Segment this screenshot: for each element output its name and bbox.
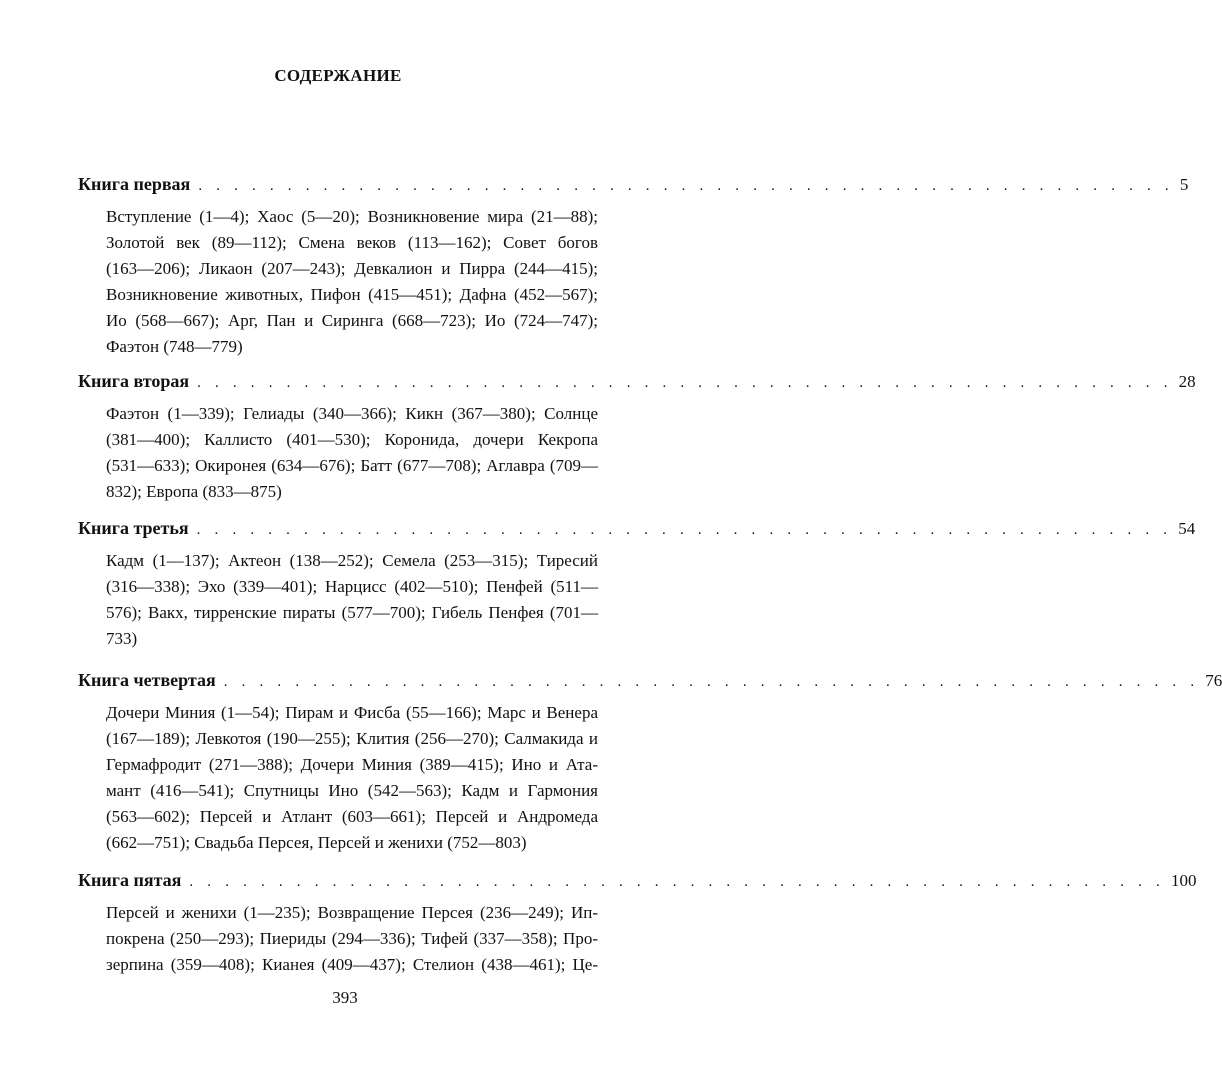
contents-line: (662—751); Свадьба Персея, Персей и женихи (752—803) [106, 833, 527, 852]
contents-line: (381—400); Каллисто (401—530); Коронида, дочери Кекропа [106, 430, 598, 449]
book-title: Книга третья [78, 518, 189, 538]
page-number: 54 [1178, 519, 1196, 538]
book-contents [78, 700, 598, 856]
book-title: Книга пятая [78, 870, 182, 890]
page-number: 100 [1170, 871, 1197, 890]
contents-line: Гермафродит (271—388); Дочери Миния (389—415); Ино и Ата- [106, 755, 598, 774]
contents-line: Дочери Миния (1—54); Пирам и Фисба (55—166); Марс и Венера [106, 703, 598, 722]
toc-entry-heading [78, 869, 1197, 891]
page-folio-number: 393 [332, 988, 358, 1007]
contents-line: покрена (250—293); Пиериды (294—336); Тифей (337—358); Про- [106, 929, 598, 948]
dot-leader: . . . . . . . . . . . . . . . . . . . . . . . . . . . . . . . . . . . . . . . . . . . . . . . . . . . . . . . [189, 874, 1165, 890]
book-contents [78, 401, 598, 505]
page-number: 76 [1205, 671, 1222, 690]
contents-line: Ио (568—667); Арг, Пан и Сиринга (668—723); Ио (724—747); [106, 311, 598, 330]
page-title: СОДЕРЖАНИЕ [274, 66, 402, 85]
toc-entry-book-5 [78, 869, 1197, 978]
dot-leader: . . . . . . . . . . . . . . . . . . . . . . . . . . . . . . . . . . . . . . . . . . . . . . . . . . . . . . . [223, 674, 1200, 690]
contents-line: Фаэтон (1—339); Гелиады (340—366); Кикн (367—380); Солнце [106, 404, 598, 423]
contents-line: (167—189); Левкотоя (190—255); Клития (256—270); Салмакида и [106, 729, 598, 748]
toc-entry-heading [78, 517, 1196, 539]
dot-leader: . . . . . . . . . . . . . . . . . . . . . . . . . . . . . . . . . . . . . . . . . . . . . . . . . . . . . . . [197, 375, 1173, 391]
contents-line: мант (416—541); Спутницы Ино (542—563); Кадм и Гармония [106, 781, 598, 800]
page-number: 5 [1179, 175, 1189, 194]
toc-entry-book-1 [78, 173, 1189, 360]
toc-entry-book-2 [78, 370, 1196, 505]
book-title: Книга первая [78, 174, 191, 194]
contents-line: (563—602); Персей и Атлант (603—661); Персей и Андромеда [106, 807, 598, 826]
contents-line: (316—338); Эхо (339—401); Нарцисс (402—510); Пенфей (511— [106, 577, 598, 596]
book-title: Книга вторая [78, 371, 190, 391]
dot-leader: . . . . . . . . . . . . . . . . . . . . . . . . . . . . . . . . . . . . . . . . . . . . . . . . . . . . . . . [198, 178, 1174, 194]
contents-line: Возникновение животных, Пифон (415—451); Дафна (452—567); [106, 285, 598, 304]
contents-line: 576); Вакх, тирренские пираты (577—700); Гибель Пенфея (701— [106, 603, 598, 622]
toc-entry-heading [78, 669, 1222, 691]
book-contents [78, 548, 598, 652]
contents-line: Вступление (1—4); Хаос (5—20); Возникновение мира (21—88); [106, 207, 598, 226]
contents-line: (531—633); Окиронея (634—676); Батт (677—708); Аглавра (709— [106, 456, 598, 475]
book-contents [78, 204, 598, 360]
dot-leader: . . . . . . . . . . . . . . . . . . . . . . . . . . . . . . . . . . . . . . . . . . . . . . . . . . . . . . . [196, 522, 1173, 538]
book-contents [78, 900, 598, 978]
page-number: 28 [1178, 372, 1196, 391]
toc-entry-heading [78, 370, 1196, 392]
contents-line: (163—206); Ликаон (207—243); Девкалион и Пирра (244—415); [106, 259, 598, 278]
toc-entry-book-3 [78, 517, 1196, 652]
contents-line: Фаэтон (748—779) [106, 337, 243, 356]
contents-line: Персей и женихи (1—235); Возвращение Персея (236—249); Ип- [106, 903, 598, 922]
book-title: Книга четвертая [78, 670, 216, 690]
contents-line: 733) [106, 629, 138, 648]
contents-line: 832); Европа (833—875) [106, 482, 282, 501]
toc-entry-heading [78, 173, 1189, 195]
toc-entry-book-4 [78, 669, 1222, 856]
contents-line: Кадм (1—137); Актеон (138—252); Семела (253—315); Тиресий [106, 551, 598, 570]
contents-line: Золотой век (89—112); Смена веков (113—162); Совет богов [106, 233, 598, 252]
contents-line: зерпина (359—408); Кианея (409—437); Стелион (438—461); Це- [106, 955, 598, 974]
